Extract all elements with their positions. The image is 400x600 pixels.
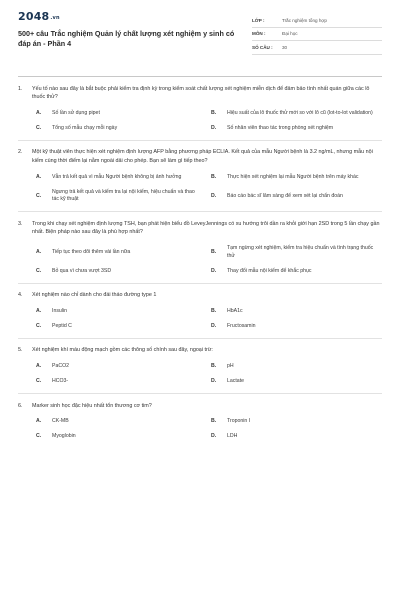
- option-letter: A.: [36, 363, 42, 370]
- question-stem: [18, 402, 382, 411]
- answer-option[interactable]: [36, 174, 207, 182]
- answer-options: [18, 110, 382, 133]
- option-text: Tổng số mẫu chạy mỗi ngày: [52, 124, 118, 131]
- question-item: [18, 402, 382, 442]
- option-text: HCO3-: [52, 378, 69, 385]
- question-item: [18, 85, 382, 133]
- question-divider: [18, 338, 382, 339]
- question-text: Trong khi chạy xét nghiệm định lượng TSH, bạn phát hiện biểu đồ LeveyJennings có xu hướng trôi dần ra khỏi giới hạn 2SD trong 5 lần chạy gần nhất. Biện pháp nào sau đây là phù hợp nhất?: [32, 220, 380, 236]
- option-text: Myoglobin: [52, 433, 76, 440]
- answer-option[interactable]: [211, 378, 382, 386]
- option-letter: D.: [211, 124, 217, 131]
- question-text: Yếu tố nào sau đây là bắt buộc phải kiểm tra định kỳ trong kiểm soát chất lượng xét nghiệm miễn dịch để đảm bảo tính nhất quán giữa các lô thuốc thử?: [32, 85, 370, 101]
- answer-option[interactable]: [211, 245, 382, 261]
- meta-value: Trắc nghiệm tổng hợp: [282, 17, 327, 23]
- option-text: Fructosamin: [227, 322, 256, 329]
- document-title: 500+ câu Trắc nghiệm Quản lý chất lượng xét nghiệm y sinh có đáp án - Phần 4: [18, 29, 235, 48]
- meta-row-count: [252, 41, 382, 55]
- meta-table: [252, 14, 382, 70]
- option-letter: D.: [211, 192, 217, 199]
- logo-domain: .vn: [50, 15, 60, 21]
- answer-option[interactable]: [36, 268, 207, 276]
- question-number: 4.: [18, 292, 23, 299]
- question-number: 2.: [18, 149, 23, 156]
- option-text: Số nhân viên thao tác trong phòng xét nghiệm: [227, 124, 334, 131]
- option-text: Báo cáo bác sĩ lâm sàng để xem xét lại chẩn đoán: [227, 192, 343, 199]
- option-letter: A.: [36, 248, 42, 255]
- question-text: Marker sinh học đặc hiệu nhất tổn thương cơ tim?: [32, 402, 152, 409]
- option-text: LDH: [227, 433, 238, 440]
- question-stem: [18, 291, 382, 300]
- question-number: 5.: [18, 347, 23, 354]
- question-item: [18, 346, 382, 386]
- option-letter: D.: [211, 322, 217, 329]
- option-letter: C.: [36, 378, 42, 385]
- question-number: 3.: [18, 220, 23, 227]
- option-letter: D.: [211, 433, 217, 440]
- logo-number: 2048: [18, 10, 50, 23]
- option-letter: A.: [36, 109, 42, 116]
- answer-option[interactable]: [36, 189, 207, 205]
- option-text: Thực hiện xét nghiệm lại mẫu Người bệnh trên máy khác: [227, 173, 359, 180]
- answer-option[interactable]: [36, 418, 207, 426]
- option-letter: A.: [36, 173, 42, 180]
- option-text: Tiếp tục theo dõi thêm vài lần nữa: [52, 248, 131, 255]
- meta-row-class: [252, 14, 382, 28]
- option-letter: B.: [211, 173, 217, 180]
- option-letter: A.: [36, 307, 42, 314]
- question-number: 6.: [18, 402, 23, 409]
- option-text: Tạm ngừng xét nghiệm, kiểm tra hiệu chuẩn và tình trạng thuốc thử: [227, 245, 374, 259]
- question-text: Xét nghiệm khí máu động mạch gồm các thông số chính sau đây, ngoại trừ:: [32, 347, 213, 354]
- question-stem: [18, 220, 382, 237]
- answer-options: [18, 245, 382, 276]
- meta-key: MÔN :: [252, 31, 266, 37]
- meta-value: 30: [282, 44, 288, 50]
- answer-options: [18, 363, 382, 386]
- question-list: [18, 85, 382, 442]
- site-logo[interactable]: [18, 10, 240, 23]
- question-divider: [18, 283, 382, 284]
- option-letter: D.: [211, 378, 217, 385]
- option-text: Hiệu suất của lô thuốc thử mới so với lô cũ (lot-to-lot validation): [227, 109, 373, 116]
- answer-options: [18, 418, 382, 441]
- answer-option[interactable]: [211, 110, 382, 118]
- question-item: [18, 148, 382, 204]
- answer-option[interactable]: [211, 189, 382, 205]
- question-divider: [18, 393, 382, 394]
- header-divider: [18, 76, 382, 77]
- answer-option[interactable]: [211, 174, 382, 182]
- option-text: pH: [227, 363, 234, 370]
- option-text: HbA1c: [227, 307, 243, 314]
- option-text: Ngưng trả kết quả và kiểm tra lại nội kiểm, hiệu chuẩn và thao tác kỹ thuật: [52, 188, 195, 203]
- question-stem: [18, 85, 382, 102]
- question-divider: [18, 211, 382, 212]
- question-stem: [18, 148, 382, 165]
- answer-option[interactable]: [36, 125, 207, 133]
- option-letter: C.: [36, 124, 42, 131]
- answer-option[interactable]: [211, 363, 382, 371]
- option-text: Thay đổi mẫu nội kiểm để khắc phục: [227, 267, 312, 274]
- meta-key: LỚP :: [252, 17, 265, 23]
- option-text: Insulin: [52, 307, 67, 314]
- option-text: Peptid C: [52, 322, 72, 329]
- option-text: Troponin I: [227, 418, 251, 425]
- answer-option[interactable]: [211, 268, 382, 276]
- question-text: Một kỹ thuật viên thực hiện xét nghiệm định lượng AFP bằng phương pháp ECLIA. Kết quả của mẫu Người bệnh là 3.2 ng/mL, nhưng mẫu nội kiểm cùng thời điểm lại nằm ngoài dải cho phép. Bạn sẽ làm gì tiếp theo?: [32, 149, 373, 165]
- answer-option[interactable]: [36, 245, 207, 261]
- answer-option[interactable]: [211, 323, 382, 331]
- question-item: [18, 291, 382, 331]
- answer-option[interactable]: [36, 378, 207, 386]
- option-text: CK-MB: [52, 418, 69, 425]
- header-left: [18, 10, 240, 70]
- option-letter: D.: [211, 267, 217, 274]
- document-header: [18, 10, 382, 70]
- answer-option[interactable]: [211, 308, 382, 316]
- answer-options: [18, 174, 382, 205]
- meta-row-subject: [252, 28, 382, 42]
- option-letter: B.: [211, 109, 217, 116]
- answer-option[interactable]: [36, 308, 207, 316]
- option-letter: B.: [211, 418, 217, 425]
- option-letter: C.: [36, 267, 42, 274]
- option-letter: C.: [36, 322, 42, 329]
- answer-option[interactable]: [36, 363, 207, 371]
- option-text: Vẫn trả kết quả vì mẫu Người bệnh không bị ảnh hưởng: [52, 173, 182, 180]
- answer-option[interactable]: [211, 433, 382, 441]
- option-letter: A.: [36, 418, 42, 425]
- meta-value: Đại học: [282, 31, 298, 37]
- question-text: Xét nghiệm nào chỉ dành cho đái tháo đường type 1: [32, 292, 157, 299]
- answer-options: [18, 308, 382, 331]
- option-letter: B.: [211, 307, 217, 314]
- meta-key: SỐ CÂU :: [252, 44, 273, 50]
- option-text: Bỏ qua vì chưa vượt 3SD: [52, 267, 112, 274]
- answer-option[interactable]: [36, 433, 207, 441]
- answer-option[interactable]: [36, 323, 207, 331]
- answer-option[interactable]: [211, 125, 382, 133]
- option-letter: C.: [36, 433, 42, 440]
- answer-option[interactable]: [36, 110, 207, 118]
- option-letter: B.: [211, 248, 217, 255]
- question-stem: [18, 346, 382, 355]
- answer-option[interactable]: [211, 418, 382, 426]
- option-letter: B.: [211, 363, 217, 370]
- option-letter: C.: [36, 192, 42, 199]
- option-text: Số lần sử dụng pipet: [52, 109, 100, 116]
- option-text: PaCO2: [52, 363, 70, 370]
- question-divider: [18, 140, 382, 141]
- question-item: [18, 220, 382, 276]
- question-number: 1.: [18, 85, 23, 92]
- option-text: Lactate: [227, 378, 245, 385]
